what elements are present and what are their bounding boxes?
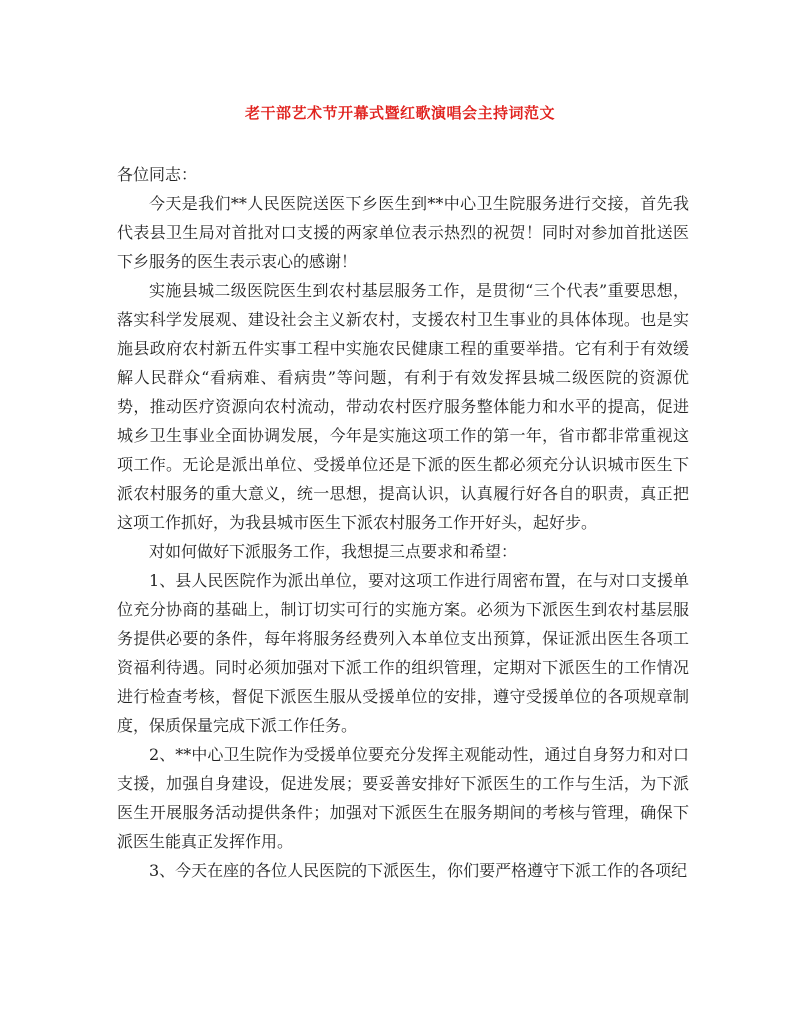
salutation: 各位同志： (117, 165, 198, 184)
paragraph-requirement-3: 3、今天在座的各位人民医院的下派医生，你们要严格遵守下派工作的各项纪 (149, 861, 688, 880)
paragraph-significance: 实施县城二级医院医生到农村基层服务工作，是贯彻“三个代表”重要思想，落实科学发展观、建设社会主义新农村，支援农村卫生事业的具体体现。也是实施县政府农村新五件实事工程中实施农民健康工程的重要举措。它有利于有效缓解人民群众“看病难、看病贵”等问题，有利于有效发挥县城二级医院的资源优势，推动医疗资源向农村流动，带动农村医疗服务整体能力和水平的提高，促进城乡卫生事业全面协调发展，今年是实施这项工作的第一年，省市都非常重视这项工作。无论是派出单位、受援单位还是下派的医生都必须充分认识城市医生下派农村服务的重大意义，统一思想，提高认识，认真履行好各自的职责，真正把这项工作抓好，为我县城市医生下派农村服务工作开好头，起好步。 (117, 281, 689, 532)
paragraph-requirement-1: 1、县人民医院作为派出单位，要对这项工作进行周密布置，在与对口支援单位充分协商的基础上，制订切实可行的实施方案。必须为下派医生到农村基层服务提供必要的条件，每年将服务经费列入本单位支出预算，保证派出医生各项工资福利待遇。同时必须加强对下派工作的组织管理，定期对下派医生的工作情况进行检查考核，督促下派医生服从受援单位的安排，遵守受援单位的各项规章制度，保质保量完成下派工作任务。 (117, 571, 689, 735)
paragraph-intro: 今天是我们**人民医院送医下乡医生到**中心卫生院服务进行交接，首先我代表县卫生局对首批对口支援的两家单位表示热烈的祝贺！同时对参加首批送医下乡服务的医生表示衷心的感谢！ (117, 194, 689, 271)
paragraph-requirements-intro: 对如何做好下派服务工作，我想提三点要求和希望： (149, 542, 518, 561)
document-body (117, 160, 689, 885)
document-title: 老干部艺术节开幕式暨红歌演唱会主持词范文 (244, 104, 555, 122)
paragraph-requirement-2: 2、**中心卫生院作为受援单位要充分发挥主观能动性，通过自身努力和对口支援，加强自身建设，促进发展；要妥善安排好下派医生的工作与生活，为下派医生开展服务活动提供条件；加强对下派医生在服务期间的考核与管理，确保下派医生能真正发挥作用。 (117, 745, 689, 851)
